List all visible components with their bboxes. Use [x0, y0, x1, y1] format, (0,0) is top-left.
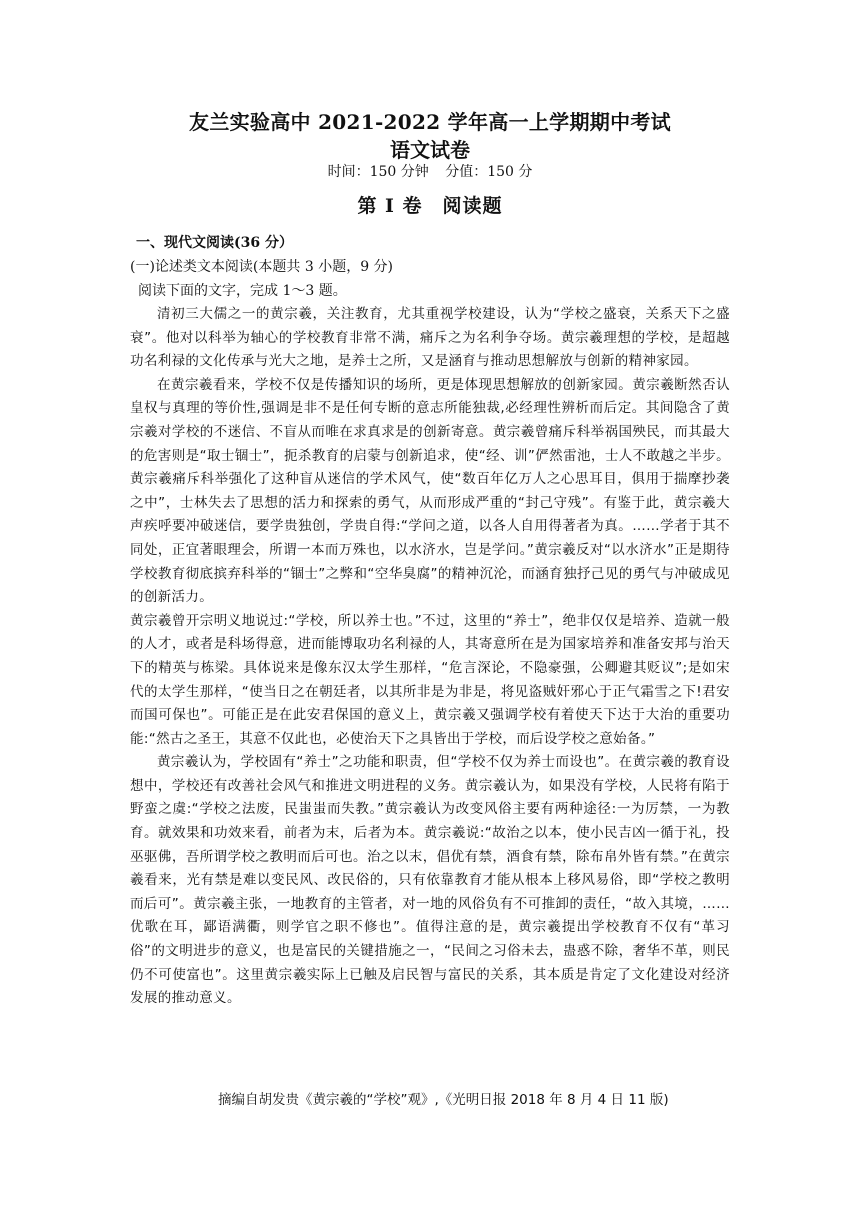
- exam-score: 分值：150 分: [445, 164, 533, 180]
- exam-title: 友兰实验高中 2021-2022 学年高一上学期期中考试: [189, 110, 671, 134]
- exam-info: [0, 161, 860, 181]
- exam-time: 时间：150 分钟: [327, 164, 429, 180]
- exam-subtitle: 语文试卷: [390, 138, 470, 162]
- sub-section-title: (一)论述类文本阅读(本题共 3 小题，9 分): [130, 259, 394, 275]
- reading-instruction: 阅读下面的文字，完成 1～3 题。: [138, 283, 347, 299]
- article-paragraph-1: 清初三大儒之一的黄宗羲，关注教育，尤其重视学校建设，认为“学校之盛衰，关系天下之盛衰”。他对以科举为轴心的学校教育非常不满，痛斥之为名利争夺场。黄宗羲理想的学校，是超越功名利禄的文化传承与光大之地，是养士之所，又是涵育与推动思想解放与创新的精神家园。: [130, 306, 730, 370]
- article-paragraph-2: 在黄宗羲看来，学校不仅是传播知识的场所，更是体现思想解放的创新家园。黄宗羲断然否认皇权与真理的等价性,强调是非不是任何专断的意志所能独裁,必经理性辨析而后定。其间隐含了黄宗羲对学校的不迷信、不盲从而唯在求真求是的创新寄意。黄宗羲曾痛斥科举祸国殃民，而其最大的危害则是“取士锢士”，扼杀教育的启蒙与创新追求，使“经、训”俨然雷池，士人不敢越之半步。黄宗羲痛斥科举强化了这种盲从迷信的学术风气，使“数百年亿万人之心思耳目，俱用于揣摩抄袭之中”，士林失去了思想的活力和探索的勇气，从而形成严重的“封己守残”。有鉴于此，黄宗羲大声疾呼要冲破迷信，要学贵独创，学贵自得:“学问之道，以各人自用得著者为真。……学者于其不同处，正宜著眼理会，所谓一本而万殊也，以水济水，岂是学问。”黄宗羲反对“以水济水”正是期待学校教育彻底摈弃科举的“锢士”之弊和“空华臭腐”的精神沉沦，而涵育独抒己见的勇气与冲破成见的创新活力。: [130, 376, 730, 606]
- section-title: 一、现代文阅读(36 分）: [136, 235, 293, 251]
- reading-article: [130, 303, 730, 1011]
- article-source: 摘编自胡发贵《黄宗羲的“学校”观》,《光明日报 2018 年 8 月 4 日 11 版): [218, 1092, 669, 1108]
- part-title: 第 Ⅰ 卷 阅读题: [357, 195, 503, 217]
- article-paragraph-3: 黄宗羲曾开宗明义地说过:“学校，所以养士也。”不过，这里的“养士”，绝非仅仅是培养、造就一般的人才，或者是科场得意，进而能博取功名利禄的人，其寄意所在是为国家培养和准备安邦与治天下的精英与栋梁。具体说来是像东汉太学生那样，“危言深论，不隐豪强，公卿避其贬议”;是如宋代的太学生那样，“使当日之在朝廷者，以其所非是为非是，将见盗贼奸邪心于正气霜雪之下!君安而国可保也”。可能正是在此安君保国的意义上，黄宗羲又强调学校有着使天下达于大治的重要功能:“然古之圣王，其意不仅此也，必使治天下之具皆出于学校，而后设学校之意始备。”: [130, 612, 730, 747]
- article-paragraph-4: 黄宗羲认为，学校固有“养士”之功能和职责，但“学校不仅为养士而设也”。在黄宗羲的教育设想中，学校还有改善社会风气和推进文明进程的义务。黄宗羲认为，如果没有学校，人民将有陷于野蛮之虞:“学校之法废，民蚩蚩而失教。”黄宗羲认为改变风俗主要有两种途径:一为厉禁，一为教育。就效果和功效来看，前者为末，后者为本。黄宗羲说:“故治之以本，使小民吉凶一循于礼，投巫驱佛，吾所谓学校之教明而后可也。治之以末，倡优有禁，酒食有禁，除布帛外皆有禁。”在黄宗羲看来，光有禁是难以变民风、改民俗的，只有依靠教育才能从根本上移风易俗，即“学校之教明而后可”。黄宗羲主张，一地教育的主管者，对一地的风俗负有不可推卸的责任，“故入其境，……优歌在耳，鄙语满衢，则学官之职不修也”。值得注意的是，黄宗羲提出学校教育不仅有“革习俗”的文明进步的意义，也是富民的关键措施之一，“民间之习俗未去，蛊惑不除，奢华不革，则民仍不可使富也”。这里黄宗羲实际上已触及启民智与富民的关系，其本质是肯定了文化建设对经济发展的推动意义。: [130, 754, 730, 1007]
